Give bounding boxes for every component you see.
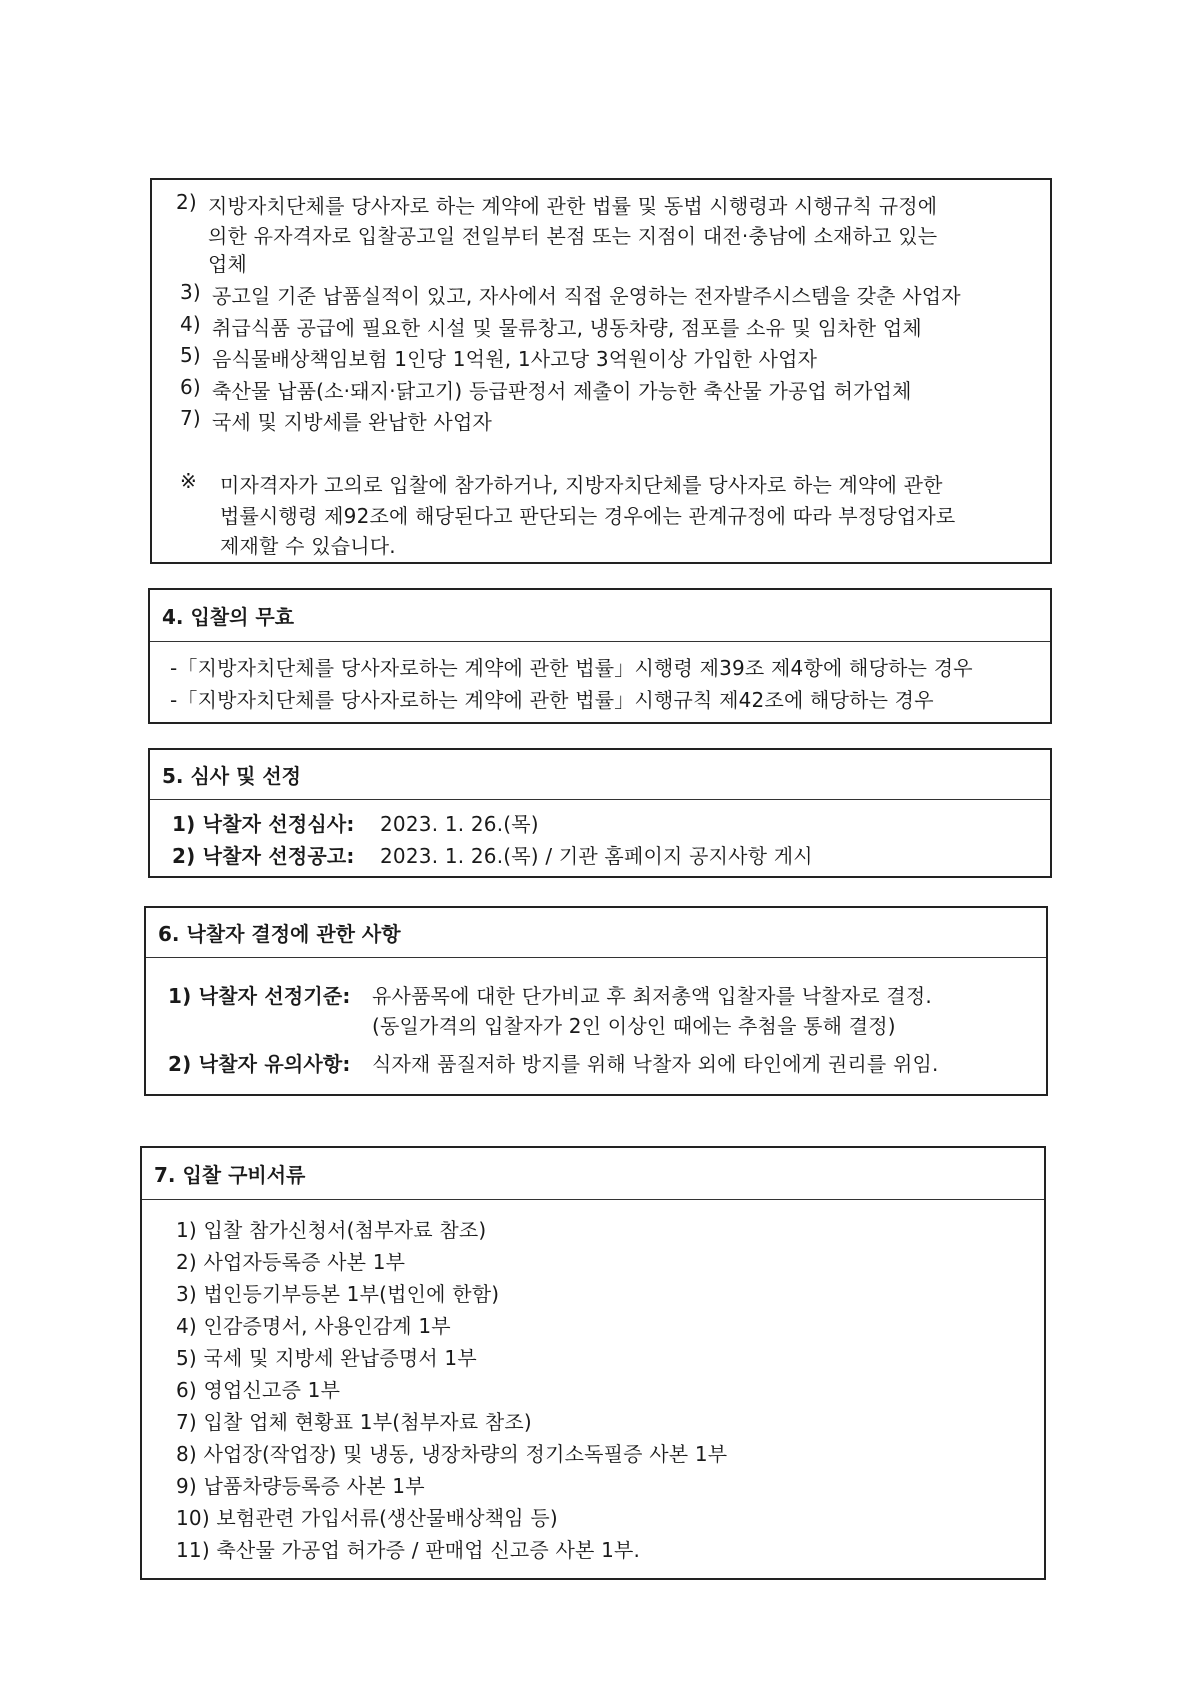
section-4-title — [150, 590, 1050, 642]
list-item: 9) 납품차량등록증 사본 1부 — [176, 1474, 425, 1498]
list-item: 11) 축산물 가공업 허가증 / 판매업 신고증 사본 1부. — [176, 1538, 641, 1562]
item-text: 의한 유자격자로 입찰공고일 전일부터 본점 또는 지점이 대전·충남에 소재하고 있는 — [208, 224, 938, 248]
item-value: 유사품목에 대한 단가비교 후 최저총액 입찰자를 낙찰자로 결정. — [372, 984, 932, 1008]
item-num: 5) — [180, 343, 201, 367]
list-item: 3) 법인등기부등본 1부(법인에 한함) — [176, 1282, 500, 1306]
section-3-box — [150, 178, 1052, 564]
item-text: 음식물배상책임보험 1인당 1억원, 1사고당 3억원이상 가입한 사업자 — [212, 347, 818, 371]
item-value: 식자재 품질저하 방지를 위해 낙찰자 외에 타인에게 권리를 위임. — [372, 1052, 939, 1076]
section-6-title — [146, 908, 1046, 958]
item-text: 지방자치단체를 당사자로 하는 계약에 관한 법률 및 동법 시행령과 시행규칙 규정에 — [208, 194, 938, 218]
item-label: 1) 낙찰자 선정기준: — [168, 984, 351, 1008]
item-value-note: (동일가격의 입찰자가 2인 이상인 때에는 추첨을 통해 결정) — [372, 1014, 896, 1038]
section-4-box — [148, 588, 1052, 724]
list-item: 7) 입찰 업체 현황표 1부(첨부자료 참조) — [176, 1410, 532, 1434]
list-item: -「지방자치단체를 당사자로하는 계약에 관한 법률」시행령 제39조 제4항에 해당하는 경우 — [170, 656, 973, 680]
section-title: 6. 낙찰자 결정에 관한 사항 — [158, 922, 401, 946]
item-value: 2023. 1. 26.(목) / 기관 홈페이지 공지사항 게시 — [380, 844, 813, 868]
list-item: 5) 국세 및 지방세 완납증명서 1부 — [176, 1346, 477, 1370]
list-item: 2) 사업자등록증 사본 1부 — [176, 1250, 406, 1274]
section-6-box — [144, 906, 1048, 1096]
section-title: 5. 심사 및 선정 — [162, 764, 302, 788]
note-text: 미자격자가 고의로 입찰에 참가하거나, 지방자치단체를 당사자로 하는 계약에 관한 — [220, 473, 943, 497]
section-7-box — [140, 1146, 1046, 1580]
item-label: 2) 낙찰자 선정공고: — [172, 844, 355, 868]
item-num: 6) — [180, 375, 201, 399]
note-text: 제재할 수 있습니다. — [220, 534, 396, 558]
section-5-title — [150, 750, 1050, 800]
item-text: 업체 — [208, 252, 248, 276]
item-num: 3) — [180, 280, 201, 304]
list-item: 6) 영업신고증 1부 — [176, 1378, 341, 1402]
list-item: 1) 입찰 참가신청서(첨부자료 참조) — [176, 1218, 487, 1242]
section-title: 7. 입찰 구비서류 — [154, 1163, 306, 1187]
item-num: 7) — [180, 406, 201, 430]
item-num: 4) — [180, 312, 201, 336]
note-mark: ※ — [180, 469, 197, 493]
item-label: 2) 낙찰자 유의사항: — [168, 1052, 351, 1076]
item-text: 취급식품 공급에 필요한 시설 및 물류창고, 냉동차량, 점포를 소유 및 임차한 업체 — [212, 316, 922, 340]
section-7-title — [142, 1148, 1044, 1200]
list-item: 8) 사업장(작업장) 및 냉동, 냉장차량의 정기소독필증 사본 1부 — [176, 1442, 728, 1466]
list-item: -「지방자치단체를 당사자로하는 계약에 관한 법률」시행규칙 제42조에 해당하는 경우 — [170, 688, 934, 712]
item-value: 2023. 1. 26.(목) — [380, 812, 539, 836]
item-text: 국세 및 지방세를 완납한 사업자 — [212, 410, 492, 434]
list-item: 4) 인감증명서, 사용인감계 1부 — [176, 1314, 451, 1338]
item-label: 1) 낙찰자 선정심사: — [172, 812, 355, 836]
note-text: 법률시행령 제92조에 해당된다고 판단되는 경우에는 관계규정에 따라 부정당업자로 — [220, 504, 956, 528]
item-text: 축산물 납품(소·돼지·닭고기) 등급판정서 제출이 가능한 축산물 가공업 허가업체 — [212, 379, 912, 403]
section-5-box — [148, 748, 1052, 878]
section-title: 4. 입찰의 무효 — [162, 605, 295, 629]
list-item: 10) 보험관련 가입서류(생산물배상책임 등) — [176, 1506, 558, 1530]
item-text: 공고일 기준 납품실적이 있고, 자사에서 직접 운영하는 전자발주시스템을 갖춘 사업자 — [212, 284, 961, 308]
item-num: 2) — [176, 190, 197, 214]
